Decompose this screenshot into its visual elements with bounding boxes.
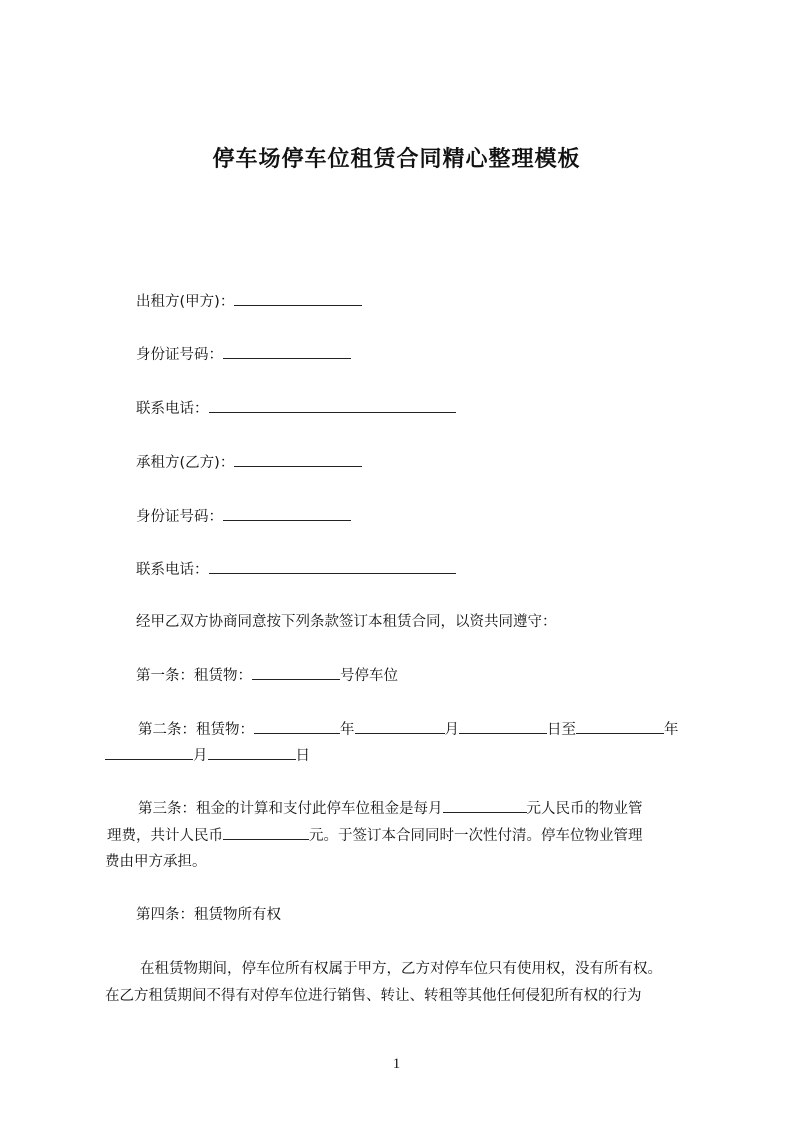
lessee-phone-line [136,559,456,580]
lessee-line [136,452,362,473]
article-4-line-2: 在乙方租赁期间不得有对停车位进行销售、转让、转租等其他任何侵犯所有权的行为 [105,988,642,1004]
start-month-unit: 月 [444,722,459,738]
document-title: 停车场停车位租赁合同精心整理模板 [212,147,581,172]
article-3-line-1 [138,798,643,819]
article-3-line-2 [107,825,643,846]
article-1-label: 第一条：租赁物： [136,668,252,684]
article-3-line-3: 费由甲方承担。 [105,854,207,870]
article-3-part-2: 元人民币的物业管 [526,801,643,817]
lessee-blank[interactable] [234,452,362,467]
lessor-phone-line [136,398,456,419]
preamble: 经甲乙双方协商同意按下列条款签订本租赁合同，以资共同遵守： [136,614,557,630]
total-fee-blank[interactable] [223,825,309,840]
lessor-label: 出租方(甲方)： [136,294,235,310]
lessee-phone-label: 联系电话： [136,562,209,578]
lessee-id-line [136,506,351,527]
article-3-part-4: 元。于签订本合同同时一次性付清。停车位物业管理 [309,828,643,844]
parking-number-blank[interactable] [252,665,340,680]
article-4-line-1: 在租赁物期间，停车位所有权属于甲方，乙方对停车位只有使用权，没有所有权。 [140,961,662,977]
lessee-label: 承租方(乙方)： [136,455,235,471]
article-2-label: 第二条：租赁物： [138,722,254,738]
lessor-line [136,291,362,312]
article-3-part-1: 第三条：租金的计算和支付此停车位租金是每月 [138,801,443,817]
article-4-heading: 第四条：租赁物所有权 [136,907,281,923]
start-year-unit: 年 [340,722,355,738]
lessor-id-line [136,344,351,365]
end-month-blank[interactable] [105,745,193,760]
lessee-phone-blank[interactable] [209,559,456,574]
end-day-blank[interactable] [208,745,296,760]
article-3-part-3: 理费，共计人民币 [107,828,223,844]
page-number: 1 [392,1056,401,1072]
end-year-blank[interactable] [576,719,664,734]
end-year-unit: 年 [664,722,679,738]
article-2-line-1 [138,719,679,740]
lessor-id-label: 身份证号码： [136,347,223,363]
lessor-phone-blank[interactable] [209,398,456,413]
article-1 [136,665,398,686]
article-2-line-2 [105,745,310,766]
start-year-blank[interactable] [254,719,340,734]
lessor-id-blank[interactable] [223,344,351,359]
start-day-blank[interactable] [459,719,547,734]
article-1-suffix: 号停车位 [340,668,398,684]
start-month-blank[interactable] [355,719,445,734]
monthly-fee-blank[interactable] [443,798,527,813]
end-month-unit: 月 [193,748,208,764]
lessor-phone-label: 联系电话： [136,401,209,417]
end-day-unit: 日 [295,748,310,764]
lessor-blank[interactable] [234,291,362,306]
lessee-id-label: 身份证号码： [136,509,223,525]
start-day-unit: 日至 [547,722,576,738]
lessee-id-blank[interactable] [223,506,351,521]
